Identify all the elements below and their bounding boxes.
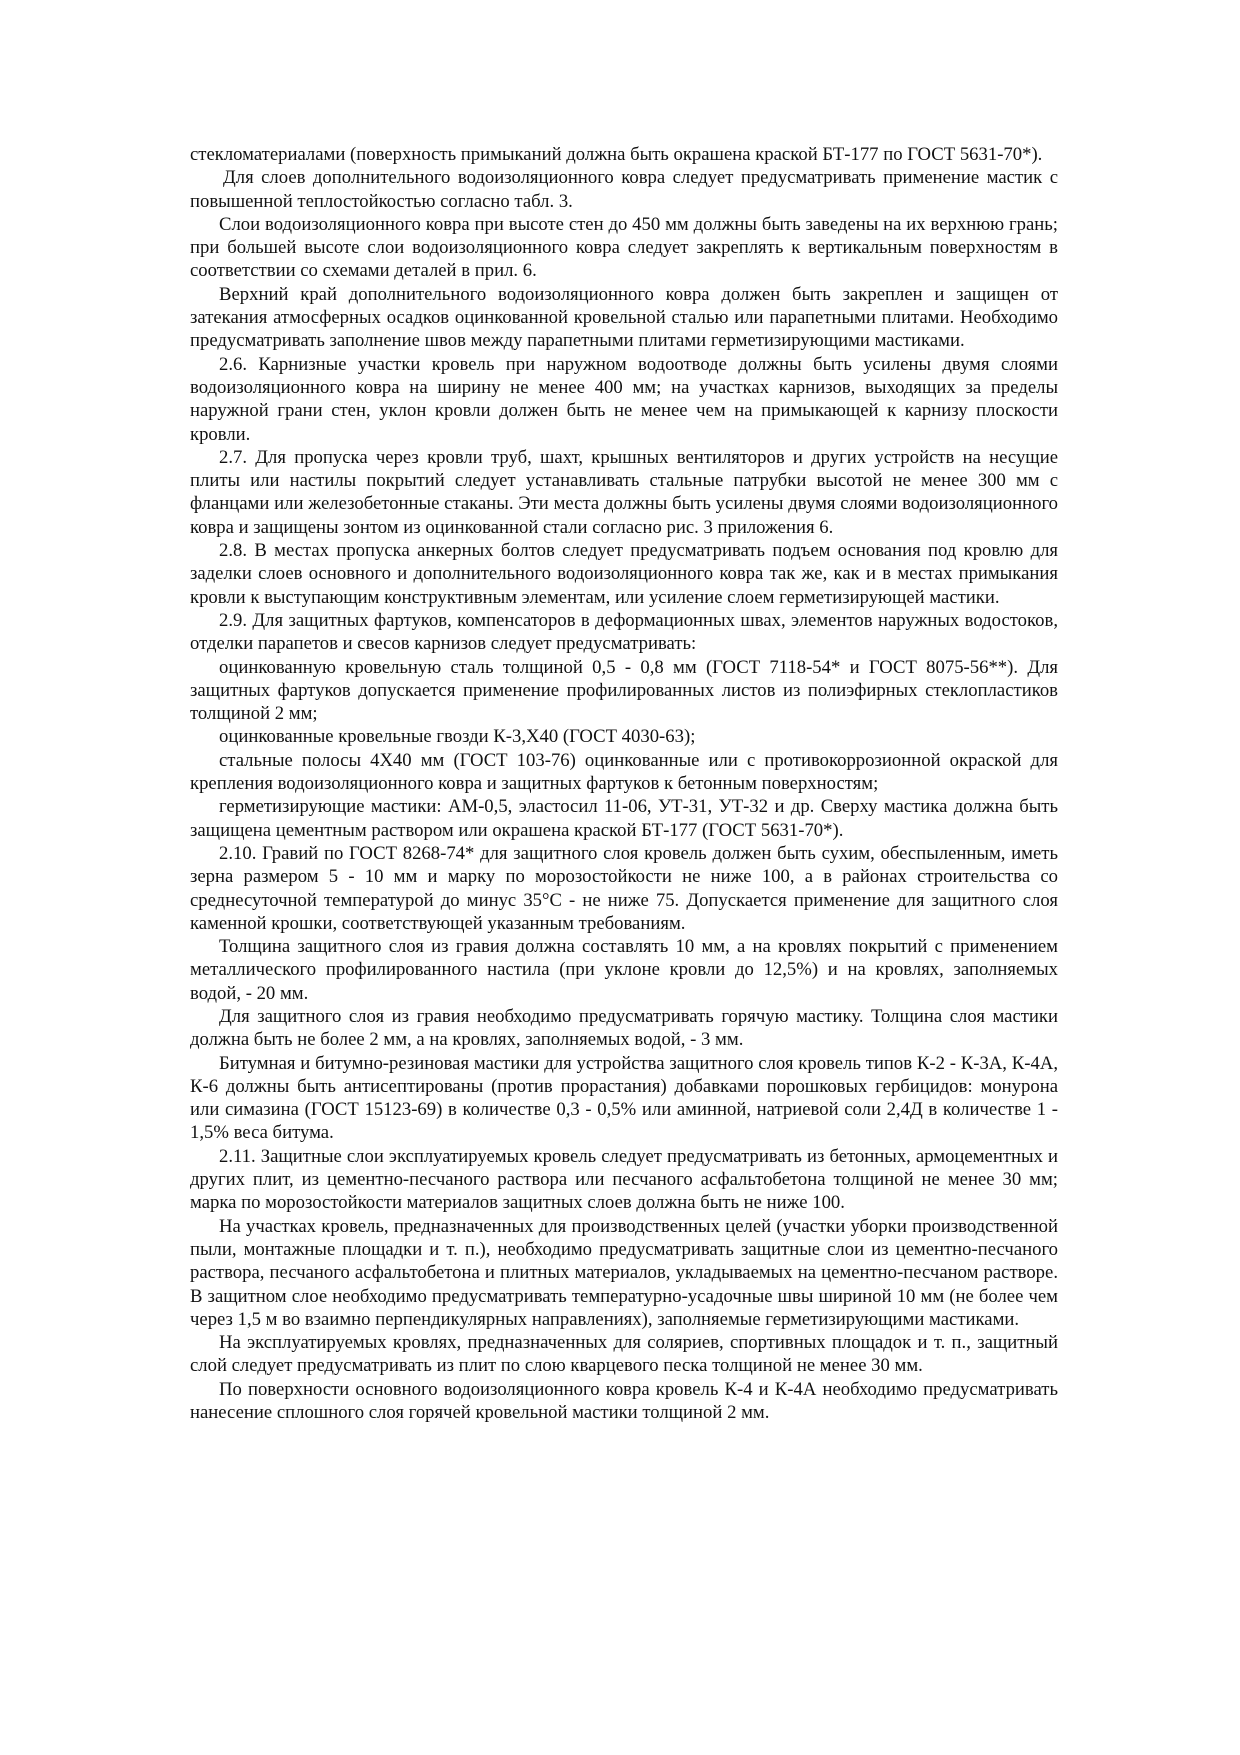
paragraph-continuation: стекломатериалами (поверхность примыканий должна быть окрашена краской БТ-177 по ГОСТ 5631-70*). [190,144,1043,165]
document-page [190,143,1058,1424]
paragraph-2-9: 2.9. Для защитных фартуков, компенсаторов в деформационных швах, элементов наружных водостоков, отделки парапетов и свесов карнизов следует предусматривать: [190,609,1058,655]
paragraph-bitumen-mastics: Битумная и битумно-резиновая мастики для устройства защитного слоя кровель типов К-2 - К-3А, К-4А, К-6 должны быть антисептированы (против прорастания) добавками порошковых гербицидов: монурона или симазина (ГОСТ 15123-69) в количестве 0,3 - 0,5% или аминной, натриевой соли 2,4Д в количестве 1 - 1,5% веса битума. [190,1052,1058,1144]
paragraph-2-10: 2.10. Гравий по ГОСТ 8268-74* для защитного слоя кровель должен быть сухим, обеспыленным, иметь зерна размером 5 - 10 мм и марку по морозостойкости не ниже 100, а в районах строительства со среднесуточной температурой до минус 35°С - не ниже 75. Допускается применение для защитного слоя каменной крошки, соответствующей указанным требованиям. [190,842,1058,934]
paragraph-solariums: На эксплуатируемых кровлях, предназначенных для соляриев, спортивных площадок и т. п., защитный слой следует предусматривать из плит по слою кварцевого песка толщиной не менее 30 мм. [190,1332,1058,1377]
paragraph-production-roofs: На участках кровель, предназначенных для производственных целей (участки уборки производственной пыли, монтажные площадки и т. п.), необходимо предусматривать защитные слои из цементно-песчаного раствора, песчаного асфальтобетона и плитных материалов, укладываемых на цементно-песчаном растворе. В защитном слое необходимо предусматривать температурно-усадочные швы шириной 10 мм (не более чем через 1,5 м во взаимно перпендикулярных направлениях), заполняемые герметизирующими мастиками. [190,1215,1058,1330]
paragraph-upper-edge: Верхний край дополнительного водоизоляционного ковра должен быть закреплен и защищен от затекания атмосферных осадков оцинкованной кровельной сталью или парапетными плитами. Необходимо предусматривать заполнение швов между парапетными плитами герметизирующими мастиками. [190,283,1058,352]
paragraph-additional-layers: Для слоев дополнительного водоизоляционного ковра следует предусматривать применение мастик с повышенной теплостойкостью согласно табл. 3. [190,167,1058,212]
paragraph-hot-mastic: Для защитного слоя из гравия необходимо предусматривать горячую мастику. Толщина слоя мастики должна быть не более 2 мм, а на кровлях, заполняемых водой, - 3 мм. [190,1005,1058,1051]
paragraph-k4-surface: По поверхности основного водоизоляционного ковра кровель К-4 и К-4А необходимо предусматривать нанесение сплошного слоя горячей кровельной мастики толщиной 2 мм. [190,1378,1058,1424]
paragraph-2-8: 2.8. В местах пропуска анкерных болтов следует предусматривать подъем основания под кровлю для заделки слоев основного и дополнительного водоизоляционного ковра так же, как и в местах примыкания кровли к выступающим конструктивным элементам, или усиление слоем герметизирующей мастики. [190,540,1058,608]
paragraph-roofing-nails: оцинкованные кровельные гвозди К-3,Х40 (ГОСТ 4030-63); [219,726,696,748]
paragraph-sealing-mastics: герметизирующие мастики: АМ-0,5, эластосил 11-06, УТ-31, УТ-32 и др. Сверху мастика должна быть защищена цементным раствором или окрашена краской БТ-177 (ГОСТ 5631-70*). [190,796,1058,841]
paragraph-wall-height: Слои водоизоляционного ковра при высоте стен до 450 мм должны быть заведены на их верхнюю грань; при большей высоте слои водоизоляционного ковра следует закреплять к вертикальным поверхностям в соответствии со схемами деталей в прил. 6. [190,213,1058,282]
paragraph-2-6: 2.6. Карнизные участки кровель при наружном водоотводе должны быть усилены двумя слоями водоизоляционного ковра на ширину не менее 400 мм; на участках карнизов, выходящих за пределы наружной грани стен, уклон кровли должен быть не менее чем на примыкающей к карнизу плоскости кровли. [190,353,1058,445]
paragraph-gravel-thickness: Толщина защитного слоя из гравия должна составлять 10 мм, а на кровлях покрытий с применением металлического профилированного настила (при уклоне кровли до 12,5%) и на кровлях, заполняемых водой, - 20 мм. [190,936,1058,1004]
paragraph-2-7: 2.7. Для пропуска через кровли труб, шахт, крышных вентиляторов и других устройств на несущие плиты или настилы покрытий следует устанавливать стальные патрубки высотой не менее 300 мм с фланцами или железобетонные стаканы. Эти места должны быть усилены двумя слоями водоизоляционного ковра и защищены зонтом из оцинкованной стали согласно рис. 3 приложения 6. [190,446,1058,538]
paragraph-2-11: 2.11. Защитные слои эксплуатируемых кровель следует предусматривать из бетонных, армоцементных и других плит, из цементно-песчаного раствора или песчаного асфальтобетона толщиной не менее 30 мм; марка по морозостойкости материалов защитных слоев должна быть не ниже 100. [190,1145,1058,1214]
paragraph-galvanized-steel: оцинкованную кровельную сталь толщиной 0,5 - 0,8 мм (ГОСТ 7118-54* и ГОСТ 8075-56**). Для защитных фартуков допускается применение профилированных листов из полиэфирных стеклопластиков толщиной 2 мм; [190,656,1058,725]
paragraph-steel-strips: стальные полосы 4Х40 мм (ГОСТ 103-76) оцинкованные или с противокоррозионной окраской для крепления водоизоляционного ковра и защитных фартуков к бетонным поверхностям; [190,749,1058,795]
